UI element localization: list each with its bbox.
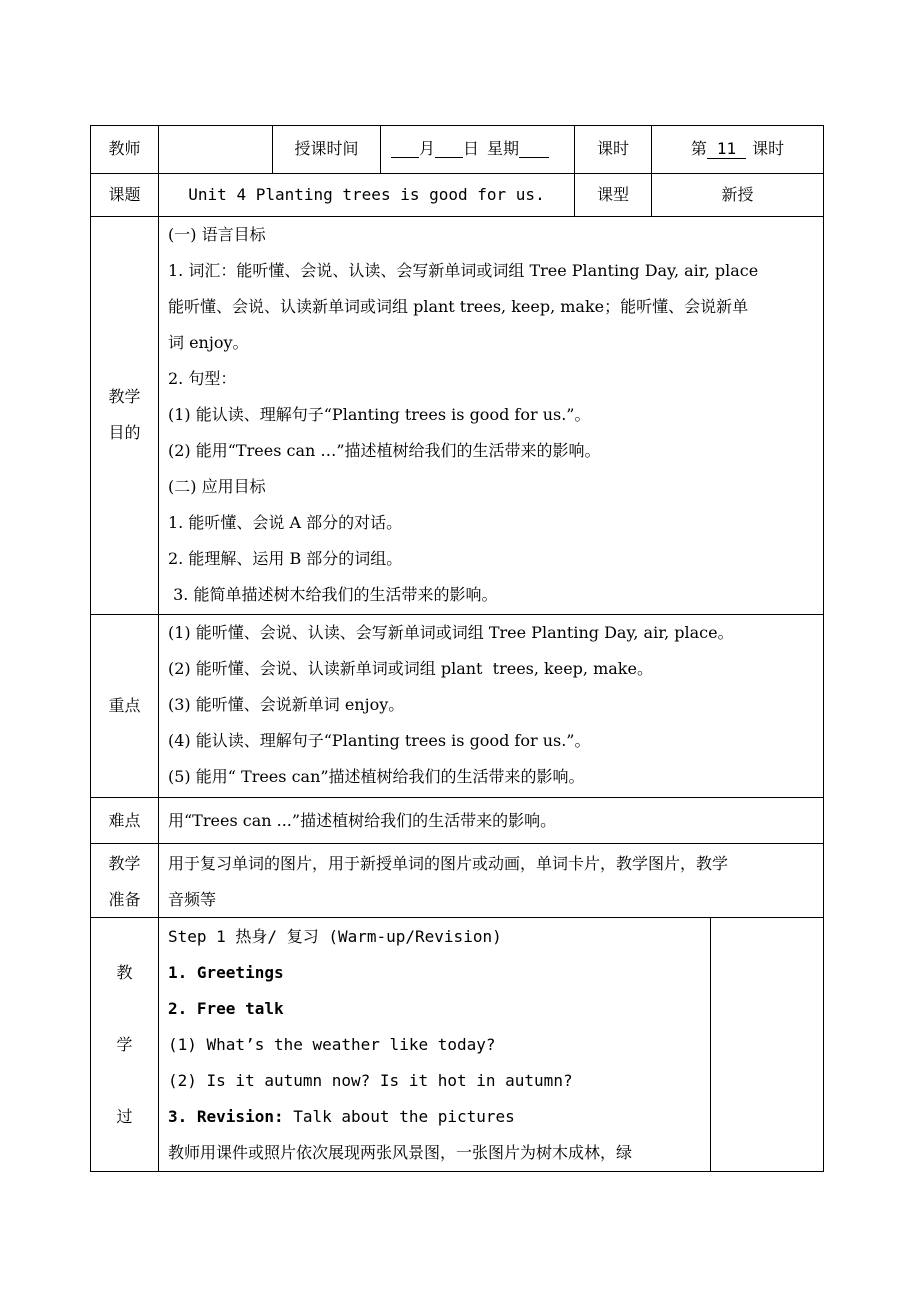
key-points-content bbox=[168, 624, 823, 796]
month-suffix: 月 bbox=[419, 139, 436, 158]
step-title: Step 1 热身/ 复习 (Warm-up/Revision) bbox=[168, 928, 502, 946]
date-fields bbox=[391, 140, 549, 158]
difficulty-label: 难点 bbox=[108, 811, 141, 830]
objectives-line: 3. 能简单描述树木给我们的生活带来的影响。 bbox=[168, 585, 498, 604]
objectives-line: 1. 能听懂、会说 A 部分的对话。 bbox=[168, 513, 403, 532]
process-item-free-talk: 2. Free talk bbox=[168, 999, 284, 1018]
time-label: 授课时间 bbox=[294, 139, 359, 158]
period-value bbox=[652, 140, 823, 159]
key-point-line: (3) 能听懂、会说新单词 enjoy。 bbox=[168, 695, 405, 714]
objectives-line: 2. 句型： bbox=[168, 369, 237, 388]
difficulty-text: 用“Trees can ...”描述植树给我们的生活带来的影响。 bbox=[168, 811, 557, 830]
weekday-blank bbox=[519, 141, 549, 158]
key-point-line: (4) 能认读、理解句子“Planting trees is good for us.”。 bbox=[168, 731, 591, 750]
objectives-line: 2. 能理解、运用 B 部分的词组。 bbox=[168, 549, 403, 568]
key-point-line: (2) 能听懂、会说、认读新单词或词组 plant trees, keep, make。 bbox=[168, 659, 653, 678]
period-suffix: 课时 bbox=[752, 139, 785, 158]
preparation-label-line2: 准备 bbox=[108, 890, 141, 909]
process-item-greetings: 1. Greetings bbox=[168, 963, 284, 982]
key-point-line: (5) 能用“ Trees can”描述植树给我们的生活带来的影响。 bbox=[168, 767, 585, 786]
preparation-line2: 音频等 bbox=[168, 890, 217, 909]
period-label: 课时 bbox=[596, 139, 629, 158]
objectives-line: (2) 能用“Trees can …”描述植树给我们的生活带来的影响。 bbox=[168, 441, 601, 460]
period-prefix: 第 bbox=[690, 139, 707, 158]
day-blank bbox=[435, 141, 463, 158]
weekday-label: 星期 bbox=[487, 139, 520, 158]
lesson-type-value: 新授 bbox=[721, 185, 754, 204]
topic-title: Unit 4 Planting trees is good for us. bbox=[188, 185, 545, 204]
teacher-label: 教师 bbox=[108, 139, 141, 158]
objectives-line: (二) 应用目标 bbox=[168, 477, 266, 496]
month-blank bbox=[391, 141, 419, 158]
process-item-revision bbox=[168, 1108, 515, 1126]
objectives-line: (1) 能认读、理解句子“Planting trees is good for us.”。 bbox=[168, 405, 591, 424]
lesson-type-label: 课型 bbox=[596, 185, 629, 204]
key-points-label: 重点 bbox=[108, 696, 141, 715]
objectives-line: 能听懂、会说、认读新单词或词组 plant trees, keep, make；能听懂、会说新单 bbox=[168, 297, 749, 316]
process-description: 教师用课件或照片依次展现两张风景图，一张图片为树木成林，绿 bbox=[168, 1143, 633, 1162]
process-label-char-1: 教 bbox=[116, 963, 133, 982]
process-content bbox=[168, 928, 708, 1170]
objectives-line: 1. 词汇：能听懂、会说、认读、会写新单词或词组 Tree Planting Day, air, place bbox=[168, 261, 759, 280]
topic-label: 课题 bbox=[108, 185, 141, 204]
preparation-line1: 用于复习单词的图片，用于新授单词的图片或动画，单词卡片，教学图片，教学 bbox=[168, 854, 729, 873]
process-label-char-2: 学 bbox=[116, 1035, 133, 1054]
objectives-line: 词 enjoy。 bbox=[168, 333, 249, 352]
revision-text: Talk about the pictures bbox=[283, 1107, 515, 1126]
objectives-label-line1: 教学 bbox=[108, 387, 141, 406]
objectives-label-line2: 目的 bbox=[108, 423, 141, 442]
process-notes-column bbox=[711, 918, 823, 1171]
process-question: (1) What’s the weather like today? bbox=[168, 1035, 496, 1054]
period-number: 11 bbox=[707, 140, 746, 159]
key-point-line: (1) 能听懂、会说、认读、会写新单词或词组 Tree Planting Day, air, place。 bbox=[168, 624, 734, 642]
day-suffix: 日 bbox=[463, 139, 480, 158]
revision-heading: 3. Revision: bbox=[168, 1107, 284, 1126]
preparation-label-line1: 教学 bbox=[108, 854, 141, 873]
process-question: (2) Is it autumn now? Is it hot in autumn? bbox=[168, 1071, 573, 1090]
objectives-content bbox=[168, 226, 823, 614]
process-label-char-3: 过 bbox=[116, 1107, 133, 1126]
objectives-line: (一) 语言目标 bbox=[168, 226, 266, 244]
